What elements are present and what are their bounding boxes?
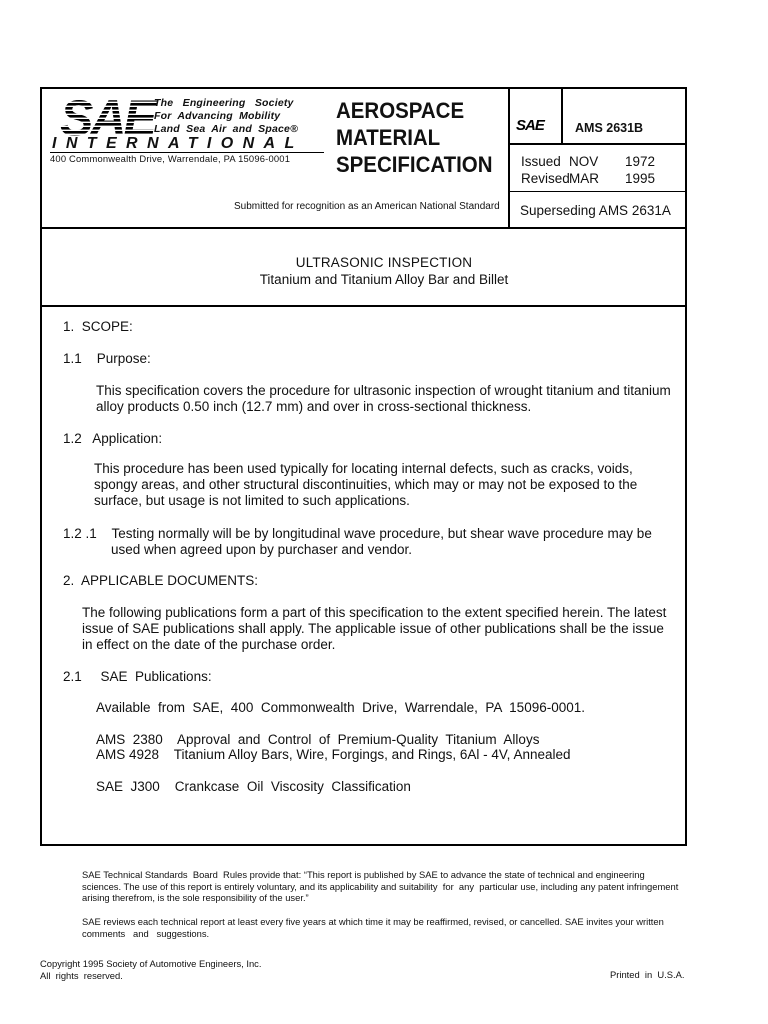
section-1-2-1-line-1: 1.2 .1 Testing normally will be by longitudinal wave procedure, but shear wave procedure may be [63, 526, 652, 541]
section-1-2-line-2: spongy areas, and other structural discontinuities, which may or may not be exposed to the [94, 477, 638, 492]
copyright-notice [40, 958, 261, 981]
section-1-2-line-1: This procedure has been used typically for locating internal defects, such as cracks, voids, [94, 461, 633, 476]
section-2-line-2: issue of SAE publications shall apply. The applicable issue of other publications shall be the issue [82, 621, 664, 636]
section-1-1-line-2: alloy products 0.50 inch (12.7 mm) and over in cross-sectional thickness. [96, 399, 532, 414]
copyright-line-2: All rights reserved. [40, 969, 123, 981]
revised-year: 1995 [625, 171, 656, 186]
review-line-2: comments and suggestions. [82, 927, 210, 939]
tagline-line-3: Land Sea Air and Space® [154, 123, 299, 135]
ams-number: AMS 2631B [575, 121, 644, 135]
section-2-line-1: The following publications form a part of this specification to the extent specified herein. The latest [82, 605, 667, 620]
copyright-line-1: Copyright 1995 Society of Automotive Engineers, Inc. [40, 958, 262, 969]
issue-dates [521, 153, 655, 187]
revised-row [521, 170, 655, 187]
section-1-1-line-1: This specification covers the procedure for ultrasonic inspection of wrought titanium and titanium [96, 383, 671, 398]
section-1-1-heading: 1.1 Purpose: [63, 351, 151, 366]
section-1-heading: 1. SCOPE: [63, 319, 133, 334]
document-subtitle: Titanium and Titanium Alloy Bar and Billet [259, 272, 509, 287]
superseding-rule [508, 191, 687, 192]
issued-label: Issued [521, 154, 561, 169]
doc-type-line-1: AEROSPACE [336, 98, 465, 123]
board-rules-line-3: arising therefrom, is the sole responsibility of the user.” [82, 892, 309, 903]
issued-row [521, 153, 655, 170]
tagline-line-2: For Advancing Mobility [154, 110, 281, 122]
reference-sae-j300: SAE J300 Crankcase Oil Viscosity Classification [96, 779, 411, 794]
reference-ams-4928: AMS 4928 Titanium Alloy Bars, Wire, Forgings, and Rings, 6Al - 4V, Annealed [96, 747, 571, 762]
document-title: ULTRASONIC INSPECTION [295, 255, 473, 270]
ams-box-underline [508, 143, 687, 145]
section-1-2-heading: 1.2 Application: [63, 431, 163, 446]
header-divider [40, 227, 687, 229]
reference-ams-2380: AMS 2380 Approval and Control of Premium-Quality Titanium Alloys [96, 732, 540, 747]
superseding-note: Superseding AMS 2631A [520, 203, 671, 218]
section-1-2-line-3: surface, but usage is not limited to such applications. [94, 493, 410, 508]
ansi-submission-note: Submitted for recognition as an American National Standard [234, 201, 500, 212]
printed-in-usa: Printed in U.S.A. [610, 969, 685, 980]
revised-month: MAR [569, 171, 599, 186]
doc-type-line-3: SPECIFICATION [336, 152, 493, 177]
svg-text:SAE: SAE [60, 95, 154, 141]
section-1-2-1-line-2: used when agreed upon by purchaser and vendor. [111, 542, 412, 557]
board-rules-line-2: sciences. The use of this report is entirely voluntary, and its applicability and suitability for any particular use, including any patent infringement [82, 880, 679, 892]
svg-text:SAE: SAE [516, 117, 544, 133]
tagline-line-1: The Engineering Society [154, 97, 294, 109]
sae-availability: Available from SAE, 400 Commonwealth Drive, Warrendale, PA 15096-0001. [96, 700, 585, 715]
review-note [82, 916, 664, 939]
sae-address: 400 Commonwealth Drive, Warrendale, PA 15096-0001 [50, 153, 291, 164]
doc-type-line-2: MATERIAL [336, 125, 441, 150]
issued-year: 1972 [625, 154, 656, 169]
section-2-1-heading: 2.1 SAE Publications: [63, 669, 212, 684]
review-line-1: SAE reviews each technical report at least every five years at which time it may be reaffirmed, revised, or cancelled. SAE invites your written [82, 916, 664, 927]
document-type [336, 97, 492, 178]
sae-tagline [154, 97, 298, 136]
sae-small-logo [516, 117, 550, 133]
board-rules-line-1: SAE Technical Standards Board Rules provide that: “This report is published by SAE to advance the state of technical and engineering [82, 869, 645, 880]
title-divider [40, 305, 687, 307]
section-2-line-3: in effect on the date of the purchase order. [82, 637, 336, 652]
board-rules-note [82, 869, 678, 904]
section-2-heading: 2. APPLICABLE DOCUMENTS: [63, 573, 259, 588]
header-column-divider [508, 87, 510, 228]
revised-label: Revised [521, 171, 570, 186]
ams-box-divider [561, 87, 563, 144]
issued-month: NOV [569, 154, 599, 169]
international-wordmark: INTERNATIONAL [52, 135, 304, 152]
